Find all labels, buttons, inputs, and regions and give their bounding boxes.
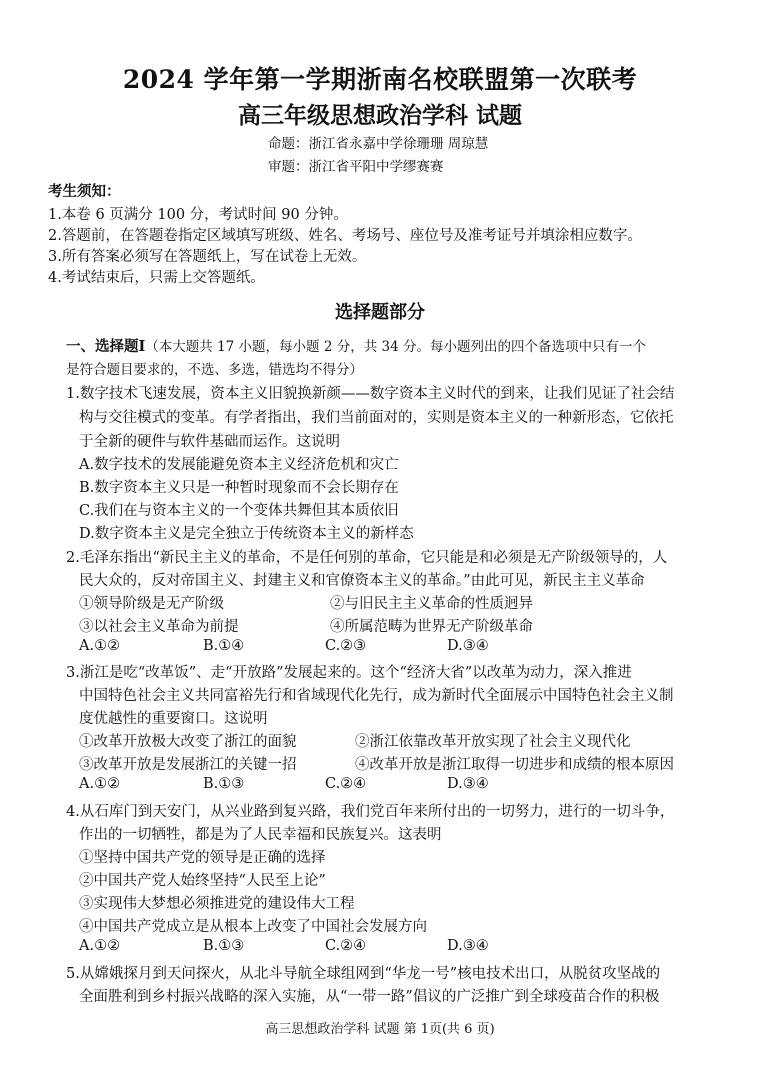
question-4-choice: C.②④ [325,938,367,954]
notice-item: 3.所有答案必须写在答题纸上，写在试卷上无效。 [48,249,367,265]
question-2-choice: A.①② [79,638,121,654]
question-4-line: 作出的一切牺牲，都是为了人民幸福和民族复兴。这表明 [79,827,442,843]
exam-subtitle: 高三年级思想政治学科 试题 [237,102,522,129]
question-4-choice: B.①③ [203,938,245,954]
author-line: 命题：浙江省永嘉中学徐珊珊 周琼慧 [268,136,489,152]
part-heading [66,335,646,356]
question-1-line: 于全新的硬件与软件基础而运作。这说明 [79,434,340,450]
question-4-choice: A.①② [79,938,121,954]
question-1-option: B.数字资本主义只是一种暂时现象而不会长期存在 [79,480,399,496]
exam-title: 2024 学年第一学期浙南名校联盟第一次联考 [122,65,638,94]
question-2-item: ②与旧民主主义革命的性质迥异 [330,596,533,612]
notice-item: 1.本卷 6 页满分 100 分，考试时间 90 分钟。 [48,207,348,223]
question-3-choice: D.③④ [447,776,489,792]
question-2-choice: D.③④ [447,638,489,654]
section-title: 选择题部分 [335,302,425,323]
question-3-line: 3.浙江是吃“改革饭”、走“开放路”发展起来的。这个“经济大省”以改革为动力，深入推进 [66,665,632,681]
question-4-item: ①坚持中国共产党的领导是正确的选择 [79,850,326,866]
question-3-line: 度优越性的重要窗口。这说明 [79,711,268,727]
notice-item: 2.答题前，在答题卷指定区域填写班级、姓名、考场号、座位号及准考证号并填涂相应数字。 [48,228,642,244]
question-2-item: ③以社会主义革命为前提 [79,619,239,635]
question-3-item: ③改革开放是发展浙江的关键一招 [79,757,297,773]
question-2-item: ④所属范畴为世界无产阶级革命 [330,619,533,635]
question-4-item: ②中国共产党人始终坚持“人民至上论” [79,873,326,889]
question-2-choice: B.①④ [203,638,245,654]
part-label: 一、选择题Ⅰ [66,338,146,355]
question-4-line: 4.从石库门到天安门，从兴业路到复兴路，我们党百年来所付出的一切努力，进行的一切斗争， [66,804,675,820]
question-1-line: 构与交往模式的变革。有学者指出，我们当前面对的，实则是资本主义的一种新形态，它依托 [79,410,674,426]
part-note: （本大题共 17 小题，每小题 2 分，共 34 分。每小题列出的四个备选项中只有一个 [145,339,646,355]
reviewer-line: 审题：浙江省平阳中学缪赛赛 [268,159,444,175]
question-2-line: 民大众的，反对帝国主义、封建主义和官僚资本主义的革命。”由此可见，新民主主义革命 [79,573,645,589]
question-3-choice: C.②④ [325,776,367,792]
notice-heading: 考生须知： [48,183,121,200]
question-5-line: 5.从嫦娥探月到天问探火，从北斗导航全球组网到“华龙一号”核电技术出口，从脱贫攻坚战的 [66,966,661,982]
question-4-choice: D.③④ [447,938,489,954]
question-2-choice: C.②③ [325,638,367,654]
question-3-choice: A.①② [79,776,121,792]
question-2-item: ①领导阶级是无产阶级 [79,596,224,612]
question-5-line: 全面胜利到乡村振兴战略的深入实施，从“一带一路”倡议的广泛推广到全球疫苗合作的积极 [79,989,660,1005]
part-note-cont: 是符合题目要求的，不选、多选，错选均不得分） [66,362,363,378]
question-3-item: ②浙江依靠改革开放实现了社会主义现代化 [355,734,631,750]
question-1-option: A.数字技术的发展能避免资本主义经济危机和灾亡 [79,457,399,473]
question-3-choice: B.①③ [203,776,245,792]
notice-item: 4.考试结束后，只需上交答题纸。 [48,270,265,286]
question-2-line: 2.毛泽东指出“新民主主义的革命，不是任何别的革命，它只能是和必须是无产阶级领导的，人 [66,550,668,566]
question-1-option: C.我们在与资本主义的一个变体共舞但其本质依旧 [79,503,399,519]
question-3-item: ①改革开放极大改变了浙江的面貌 [79,734,297,750]
question-3-item: ④改革开放是浙江取得一切进步和成绩的根本原因 [355,757,674,773]
question-1-line: 1.数字技术飞速发展，资本主义旧貌换新颜——数字资本主义时代的到来，让我们见证了社会结 [66,386,675,402]
question-4-item: ③实现伟大梦想必须推进党的建设伟大工程 [79,896,355,912]
page-footer: 高三思想政治学科 试题 第 1页(共 6 页) [265,1022,495,1037]
question-1-option: D.数字资本主义是完全独立于传统资本主义的新样态 [79,526,414,542]
question-3-line: 中国特色社会主义共同富裕先行和省域现代化先行，成为新时代全面展示中国特色社会主义制 [79,688,674,704]
question-4-item: ④中国共产党成立是从根本上改变了中国社会发展方向 [79,919,427,935]
